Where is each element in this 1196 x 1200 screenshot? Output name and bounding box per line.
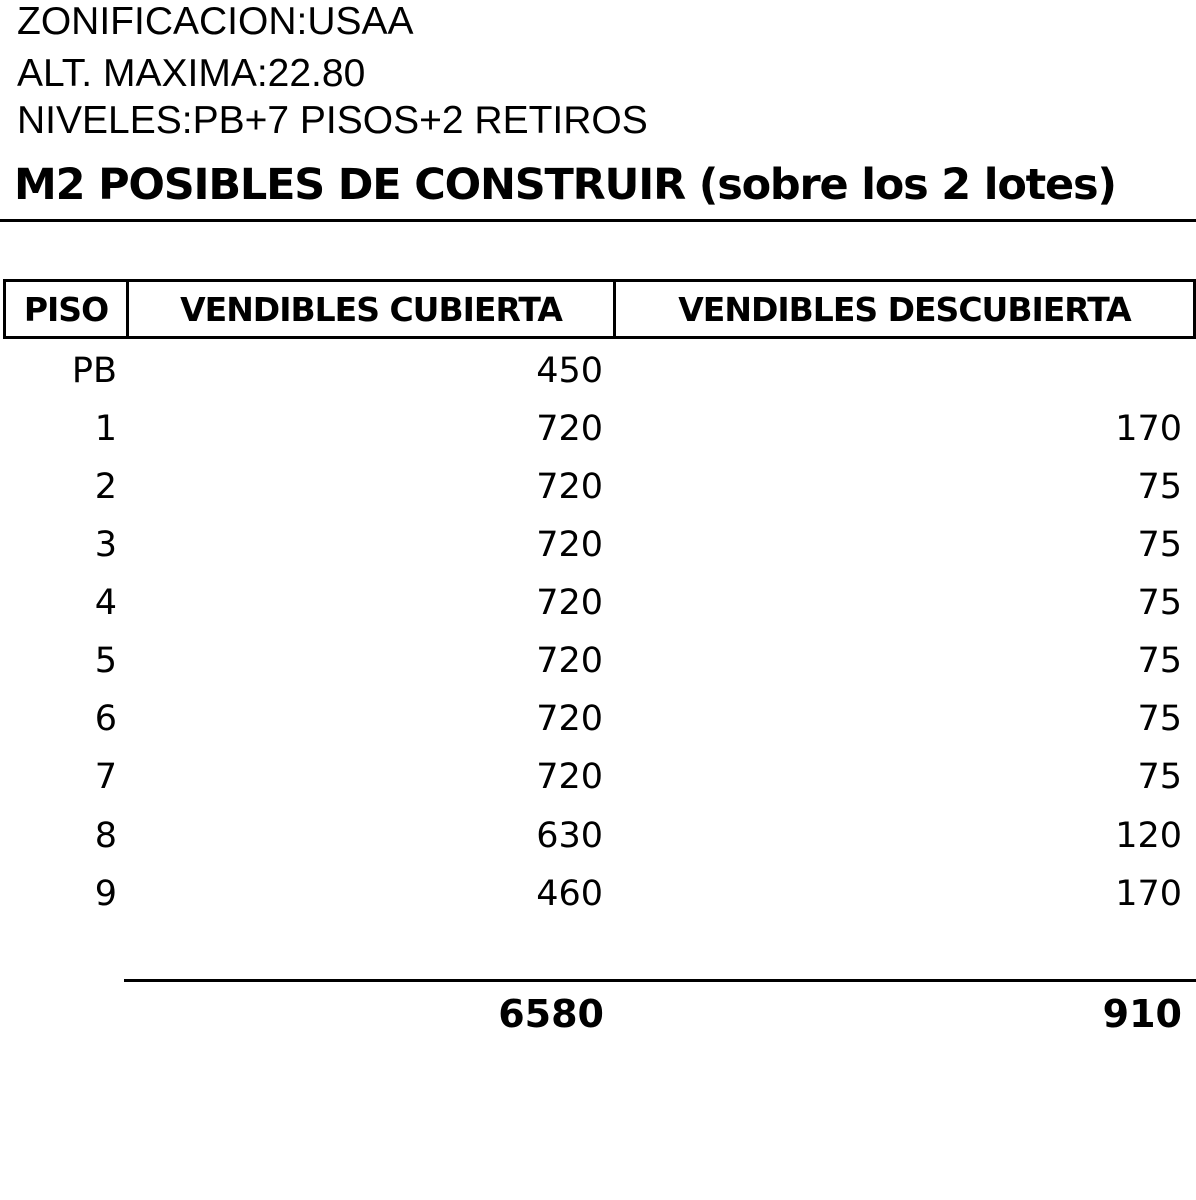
niveles-text: NIVELES:PB+7 PISOS+2 RETIROS [17, 99, 648, 142]
cell-cubierta: 720 [536, 409, 603, 449]
page-title: M2 POSIBLES DE CONSTRUIR (sobre los 2 lotes) [14, 160, 1116, 210]
cell-piso: 3 [94, 525, 117, 565]
cell-cubierta: 720 [536, 467, 603, 507]
total-cubierta: 6580 [498, 992, 604, 1036]
cell-descubierta: 170 [1115, 874, 1182, 914]
cell-descubierta: 75 [1137, 583, 1182, 623]
cell-cubierta: 450 [536, 351, 603, 391]
cell-cubierta: 720 [536, 641, 603, 681]
cell-cubierta: 720 [536, 583, 603, 623]
total-descubierta: 910 [1102, 992, 1182, 1036]
cell-cubierta: 720 [536, 525, 603, 565]
cell-cubierta: 630 [536, 816, 603, 856]
cell-descubierta: 170 [1115, 409, 1182, 449]
cell-descubierta: 75 [1137, 757, 1182, 797]
cell-descubierta: 120 [1115, 816, 1182, 856]
cell-piso: PB [71, 351, 117, 391]
totals-divider [124, 979, 1196, 982]
column-header-vendibles-cubierta: VENDIBLES CUBIERTA [126, 279, 616, 339]
cell-piso: 1 [94, 409, 117, 449]
cell-descubierta: 75 [1137, 641, 1182, 681]
zonificacion-text: ZONIFICACION:USAA [17, 0, 414, 43]
cell-piso: 8 [94, 816, 117, 856]
column-header-piso: PISO [3, 279, 129, 339]
altura-maxima-text: ALT. MAXIMA:22.80 [17, 52, 366, 95]
cell-cubierta: 720 [536, 757, 603, 797]
cell-piso: 6 [94, 699, 117, 739]
cell-descubierta: 75 [1137, 525, 1182, 565]
title-divider [0, 219, 1196, 222]
cell-descubierta: 75 [1137, 467, 1182, 507]
column-header-vendibles-descubierta: VENDIBLES DESCUBIERTA [613, 279, 1196, 339]
cell-piso: 2 [94, 467, 117, 507]
cell-piso: 4 [94, 583, 117, 623]
cell-descubierta: 75 [1137, 699, 1182, 739]
cell-cubierta: 460 [536, 874, 603, 914]
cell-cubierta: 720 [536, 699, 603, 739]
cell-piso: 7 [94, 757, 117, 797]
cell-piso: 9 [94, 874, 117, 914]
cell-piso: 5 [94, 641, 117, 681]
